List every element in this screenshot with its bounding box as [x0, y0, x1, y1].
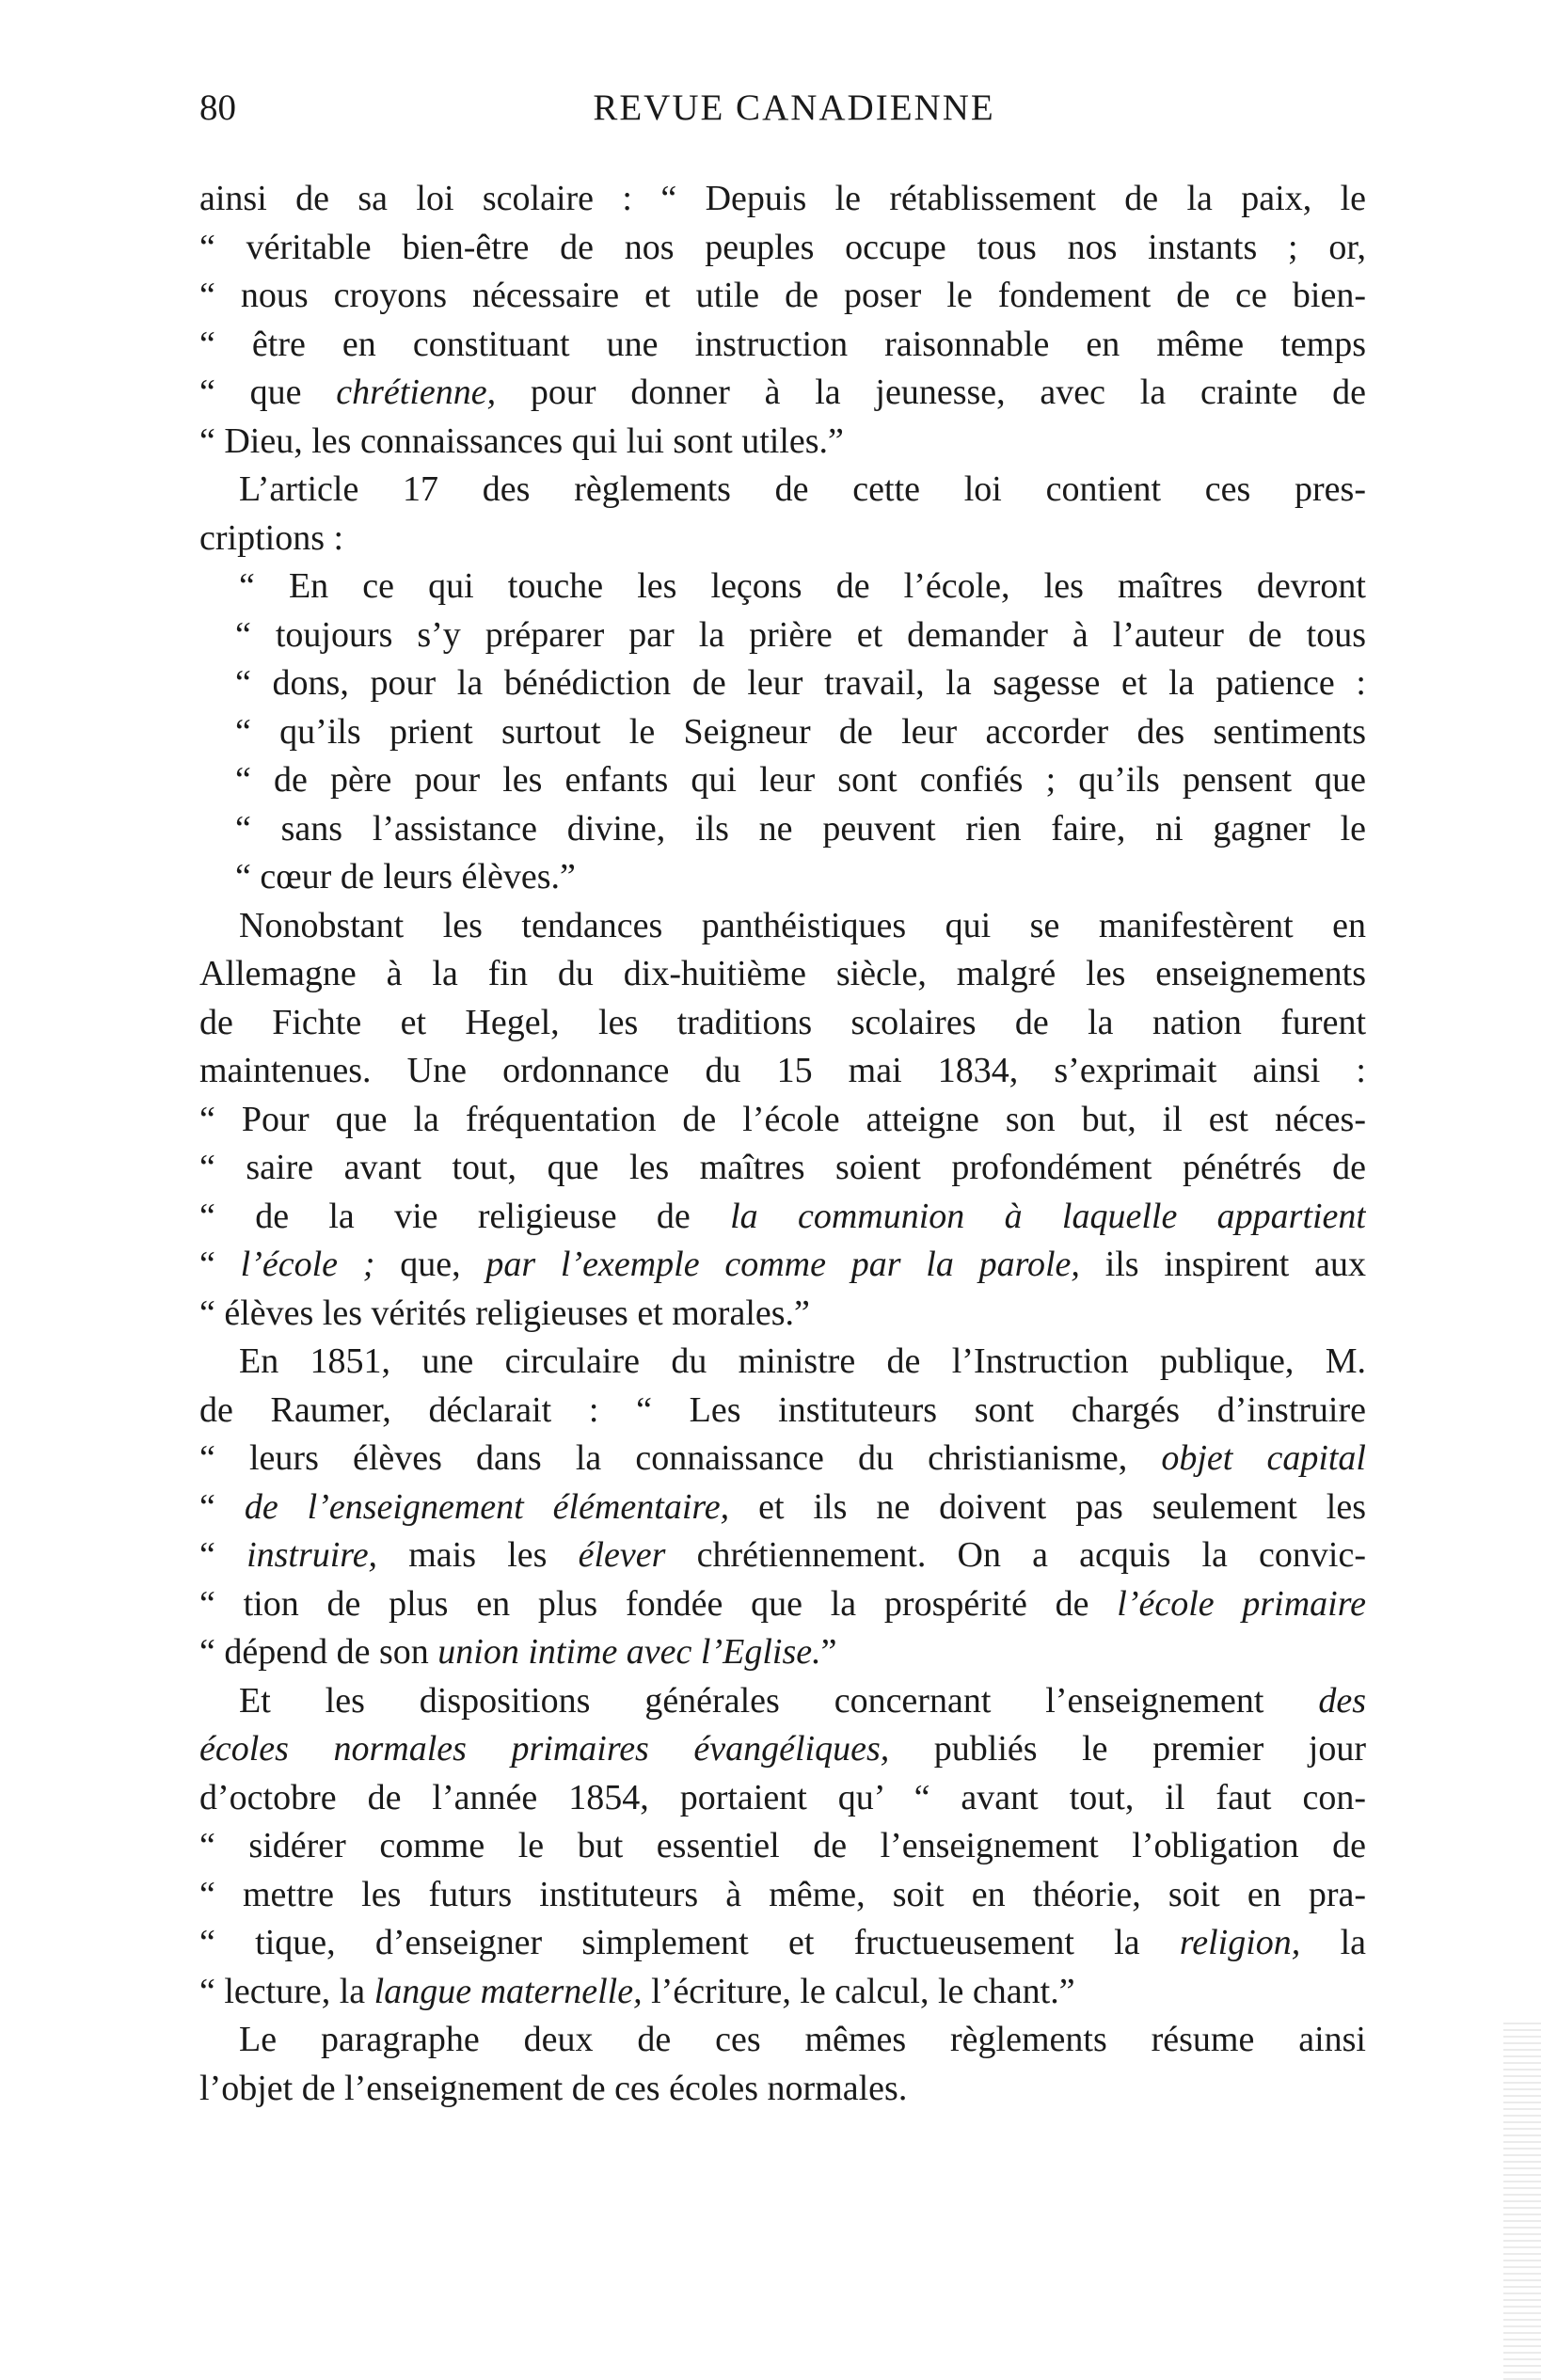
text-line: [199, 999, 1366, 1048]
text-line: [199, 1580, 1366, 1629]
italic-text: religion,: [1179, 1923, 1301, 1962]
text-segment: L’article 17 des règlements de cette loi contient ces pres-: [239, 469, 1366, 509]
text-segment: “ véritable bien-être de nos peuples occupe tous nos instants ; or,: [199, 227, 1366, 267]
text-line: [199, 1435, 1366, 1484]
text-segment: “ mettre les futurs instituteurs à même, soit en théorie, soit en pra-: [199, 1874, 1366, 1914]
text-line: [199, 805, 1366, 854]
italic-text: écoles normales primaires évangéliques,: [199, 1729, 890, 1769]
text-segment: l’objet de l’enseignement de ces écoles normales.: [199, 2068, 908, 2108]
text-line: [199, 1047, 1366, 1096]
italic-text: objet capital: [1161, 1438, 1366, 1478]
text-line: [199, 272, 1366, 321]
text-segment: Le paragraphe deux de ces mêmes règlements résume ainsi: [239, 2020, 1366, 2059]
text-segment: “ saire avant tout, que les maîtres soient profondément pénétrés de: [199, 1148, 1366, 1187]
text-line: [199, 1290, 1366, 1339]
text-segment: de Raumer, déclarait : “ Les instituteurs sont chargés d’instruire: [199, 1389, 1366, 1430]
italic-text: l’école primaire: [1117, 1583, 1366, 1624]
italic-text: l’école ;: [240, 1245, 375, 1284]
italic-text: élever: [578, 1535, 666, 1575]
text-segment: “: [199, 1245, 241, 1284]
text-line: [199, 1919, 1366, 1968]
text-line: [199, 1871, 1366, 1920]
text-segment: “ nous croyons nécessaire et utile de poser le fondement de ce bien-: [199, 276, 1366, 315]
text-segment: “: [199, 1535, 247, 1575]
italic-text: instruire,: [246, 1535, 378, 1575]
text-line: [199, 1822, 1366, 1871]
text-segment: “ dons, pour la bénédiction de leur travail, la sagesse et la patience :: [235, 663, 1366, 703]
running-title: REVUE CANADIENNE: [593, 87, 995, 128]
text-line: [199, 369, 1366, 418]
text-segment: “ lecture, la: [199, 1971, 374, 2011]
text-line: [199, 853, 1366, 902]
text-segment: “ qu’ils prient surtout le Seigneur de leur accorder des sentiments: [235, 711, 1366, 752]
text-line: [199, 708, 1366, 757]
text-line: [199, 1338, 1366, 1387]
text-segment: maintenues. Une ordonnance du 15 mai 1834, s’exprimait ainsi :: [199, 1051, 1366, 1090]
text-line: [199, 563, 1366, 611]
text-segment: mais les: [377, 1535, 579, 1575]
text-segment: de Fichte et Hegel, les traditions scolaires de la nation furent: [199, 1002, 1366, 1042]
text-segment: “ sidérer comme le but essentiel de l’enseignement l’obligation de: [199, 1826, 1366, 1865]
text-line: [199, 1774, 1366, 1823]
text-line: [199, 902, 1366, 951]
text-segment: “ leurs élèves dans la connaissance du christianisme,: [199, 1438, 1162, 1478]
text-segment: Et les dispositions générales concernant l’enseignement: [239, 1680, 1319, 1721]
text-line: [199, 659, 1366, 708]
text-line: [199, 418, 1366, 467]
text-segment: et ils ne doivent pas seulement les: [729, 1486, 1366, 1527]
text-line: [199, 515, 1366, 563]
text-segment: “ cœur de leurs élèves.”: [235, 857, 576, 896]
text-line: [199, 321, 1366, 370]
italic-text: union intime avec l’Eglise.: [437, 1632, 821, 1672]
text-line: [199, 466, 1366, 515]
page-number: 80: [199, 87, 236, 128]
text-segment: En 1851, une circulaire du ministre de l’Instruction publique, M.: [239, 1341, 1366, 1381]
text-segment: “ Dieu, les connaissances qui lui sont utiles.”: [199, 420, 844, 461]
text-line: [199, 950, 1366, 999]
body-text: [199, 175, 1366, 2113]
text-line: [199, 1531, 1366, 1580]
text-segment: d’octobre de l’année 1854, portaient qu’ “ avant tout, il faut con-: [199, 1777, 1366, 1817]
text-line: [199, 611, 1366, 660]
italic-text: la communion à laquelle appartient: [730, 1196, 1366, 1236]
text-line: [199, 1144, 1366, 1193]
text-segment: “ de père pour les enfants qui leur sont confiés ; qu’ils pensent que: [235, 760, 1366, 800]
text-segment: ”: [820, 1632, 837, 1672]
text-segment: “ tique, d’enseigner simplement et fructueusement la: [199, 1923, 1180, 1962]
text-segment: “ toujours s’y préparer par la prière et demander à l’auteur de tous: [235, 614, 1366, 655]
scan-edge-noise: [1503, 2023, 1541, 2380]
text-line: [199, 1387, 1366, 1436]
text-segment: l’écriture, le calcul, le chant.”: [642, 1971, 1075, 2011]
page-header: [199, 87, 1366, 143]
text-line: [199, 1241, 1366, 1290]
italic-text: chrétienne,: [336, 373, 497, 412]
text-segment: “ que: [199, 373, 337, 412]
text-line: [199, 224, 1366, 273]
italic-text: de l’enseignement élémentaire,: [244, 1486, 730, 1527]
text-segment: “ Pour que la fréquentation de l’école atteigne son but, il est néces-: [199, 1099, 1366, 1139]
text-line: [199, 1725, 1366, 1774]
text-line: [199, 2065, 1366, 2114]
text-line: [199, 1484, 1366, 1532]
italic-text: par l’exemple comme par la parole,: [485, 1245, 1080, 1284]
text-line: [199, 1193, 1366, 1242]
text-segment: Nonobstant les tendances panthéistiques qui se manifestèrent en: [239, 905, 1366, 945]
italic-text: langue maternelle,: [373, 1971, 643, 2011]
text-segment: “ élèves les vérités religieuses et morales.”: [199, 1293, 810, 1333]
text-line: [199, 1628, 1366, 1677]
text-segment: Allemagne à la fin du dix-huitième siècle, malgré les enseignements: [199, 954, 1366, 993]
text-line: [199, 2016, 1366, 2065]
text-segment: pour donner à la jeunesse, avec la crainte de: [496, 373, 1366, 412]
text-segment: “ sans l’assistance divine, ils ne peuvent rien faire, ni gagner le: [235, 808, 1366, 849]
text-line: [199, 756, 1366, 805]
text-segment: ainsi de sa loi scolaire : “ Depuis le rétablissement de la paix, le: [199, 179, 1366, 218]
text-segment: “ être en constituant une instruction raisonnable en même temps: [199, 324, 1366, 364]
text-segment: criptions :: [199, 517, 344, 558]
text-segment: publiés le premier jour: [889, 1729, 1366, 1769]
text-segment: “ tion de plus en plus fondée que la prospérité de: [199, 1583, 1118, 1624]
text-segment: que,: [374, 1245, 486, 1284]
italic-text: des: [1318, 1680, 1366, 1721]
text-line: [199, 1677, 1366, 1726]
text-segment: chrétiennement. On a acquis la convic-: [665, 1535, 1366, 1575]
text-segment: “ dépend de son: [199, 1632, 438, 1672]
text-line: [199, 1968, 1366, 2017]
text-line: [199, 1096, 1366, 1145]
text-segment: ils inspirent aux: [1079, 1245, 1366, 1284]
text-segment: la: [1300, 1923, 1366, 1962]
text-segment: “ de la vie religieuse de: [199, 1196, 731, 1236]
text-segment: “: [199, 1486, 245, 1527]
text-segment: “ En ce qui touche les leçons de l’école, les maîtres devront: [239, 566, 1366, 606]
text-line: [199, 175, 1366, 224]
